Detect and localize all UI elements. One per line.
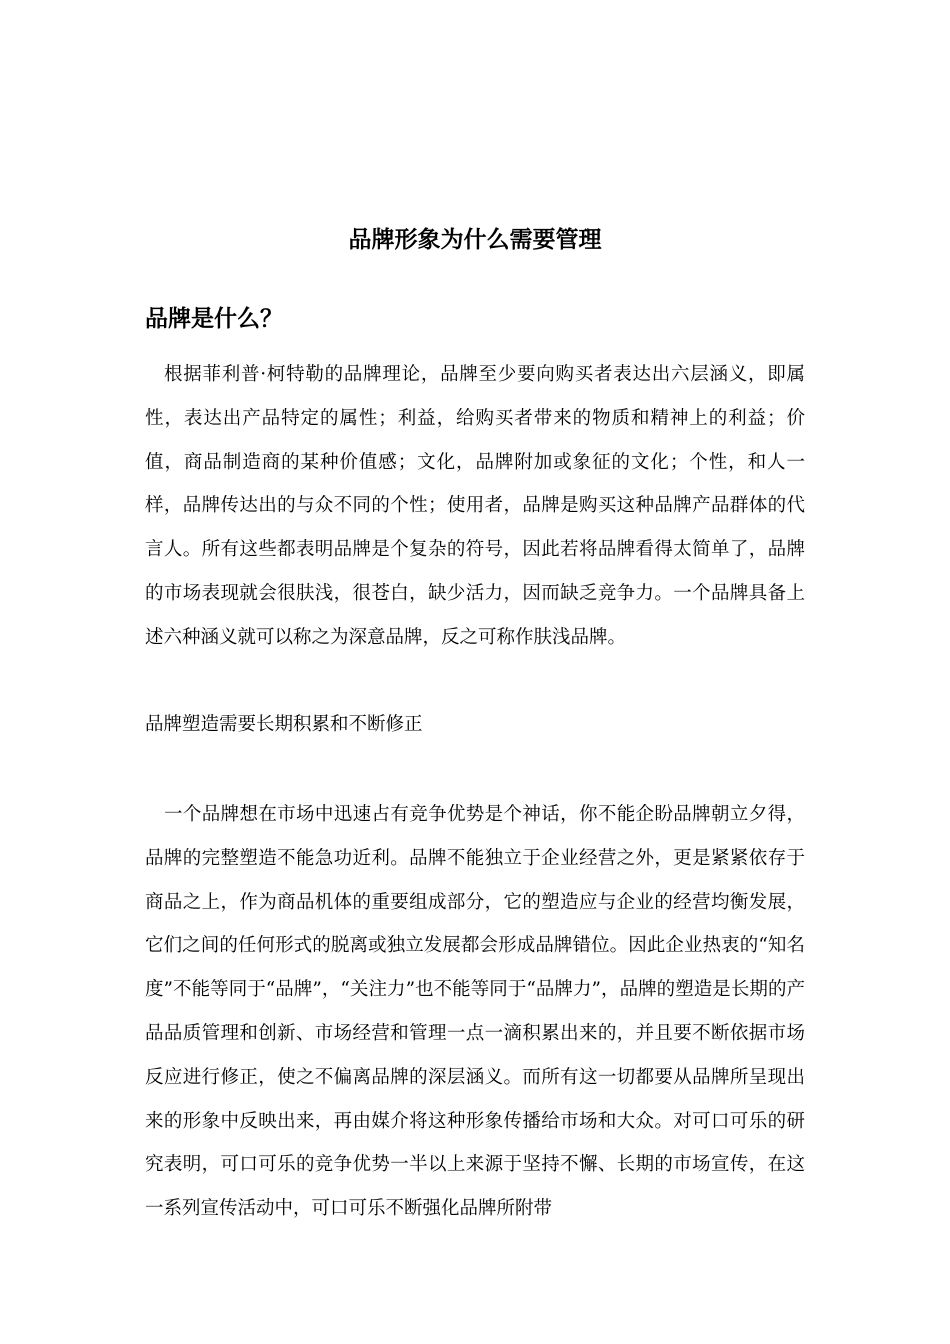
paragraph-brand-building: 一个品牌想在市场中迅速占有竞争优势是个神话，你不能企盼品牌朝立夕得，品牌的完整塑造不能急功近利。品牌不能独立于企业经营之外，更是紧紧依存于商品之上，作为商品机体的重要组成部分，它的塑造应与企业的经营均衡发展，它们之间的任何形式的脱离或独立发展都会形成品牌错位。因此企业热衷的“知名度”不能等同于“品牌”，“关注力”也不能等同于“品牌力”，品牌的塑造是长期的产品品质管理和创新、市场经营和管理一点一滴积累出来的，并且要不断依据市场反应进行修正，使之不偏离品牌的深层涵义。而所有这一切都要从品牌所呈现出来的形象中反映出来，再由媒介将这种形象传播给市场和大众。对可口可乐的研究表明，可口可乐的竞争优势一半以上来源于坚持不懈、长期的市场宣传，在这一系列宣传活动中，可口可乐不断强化品牌所附带: [145, 804, 805, 1220]
subheading-brand-building: 品牌塑造需要长期积累和不断修正: [145, 714, 423, 735]
document-title: 品牌形象为什么需要管理: [348, 227, 602, 253]
section-heading: 品牌是什么？: [145, 306, 283, 332]
paragraph-brand-definition: 根据菲利普·柯特勒的品牌理论，品牌至少要向购买者表达出六层涵义，即属性，表达出产品特定的属性；利益，给购买者带来的物质和精神上的利益；价值，商品制造商的某种价值感；文化，品牌附加或象征的文化；个性，和人一样，品牌传达出的与众不同的个性；使用者，品牌是购买这种品牌产品群体的代言人。所有这些都表明品牌是个复杂的符号，因此若将品牌看得太简单了，品牌的市场表现就会很肤浅，很苍白，缺少活力，因而缺乏竞争力。一个品牌具备上述六种涵义就可以称之为深意品牌，反之可称作肤浅品牌。: [145, 364, 805, 648]
